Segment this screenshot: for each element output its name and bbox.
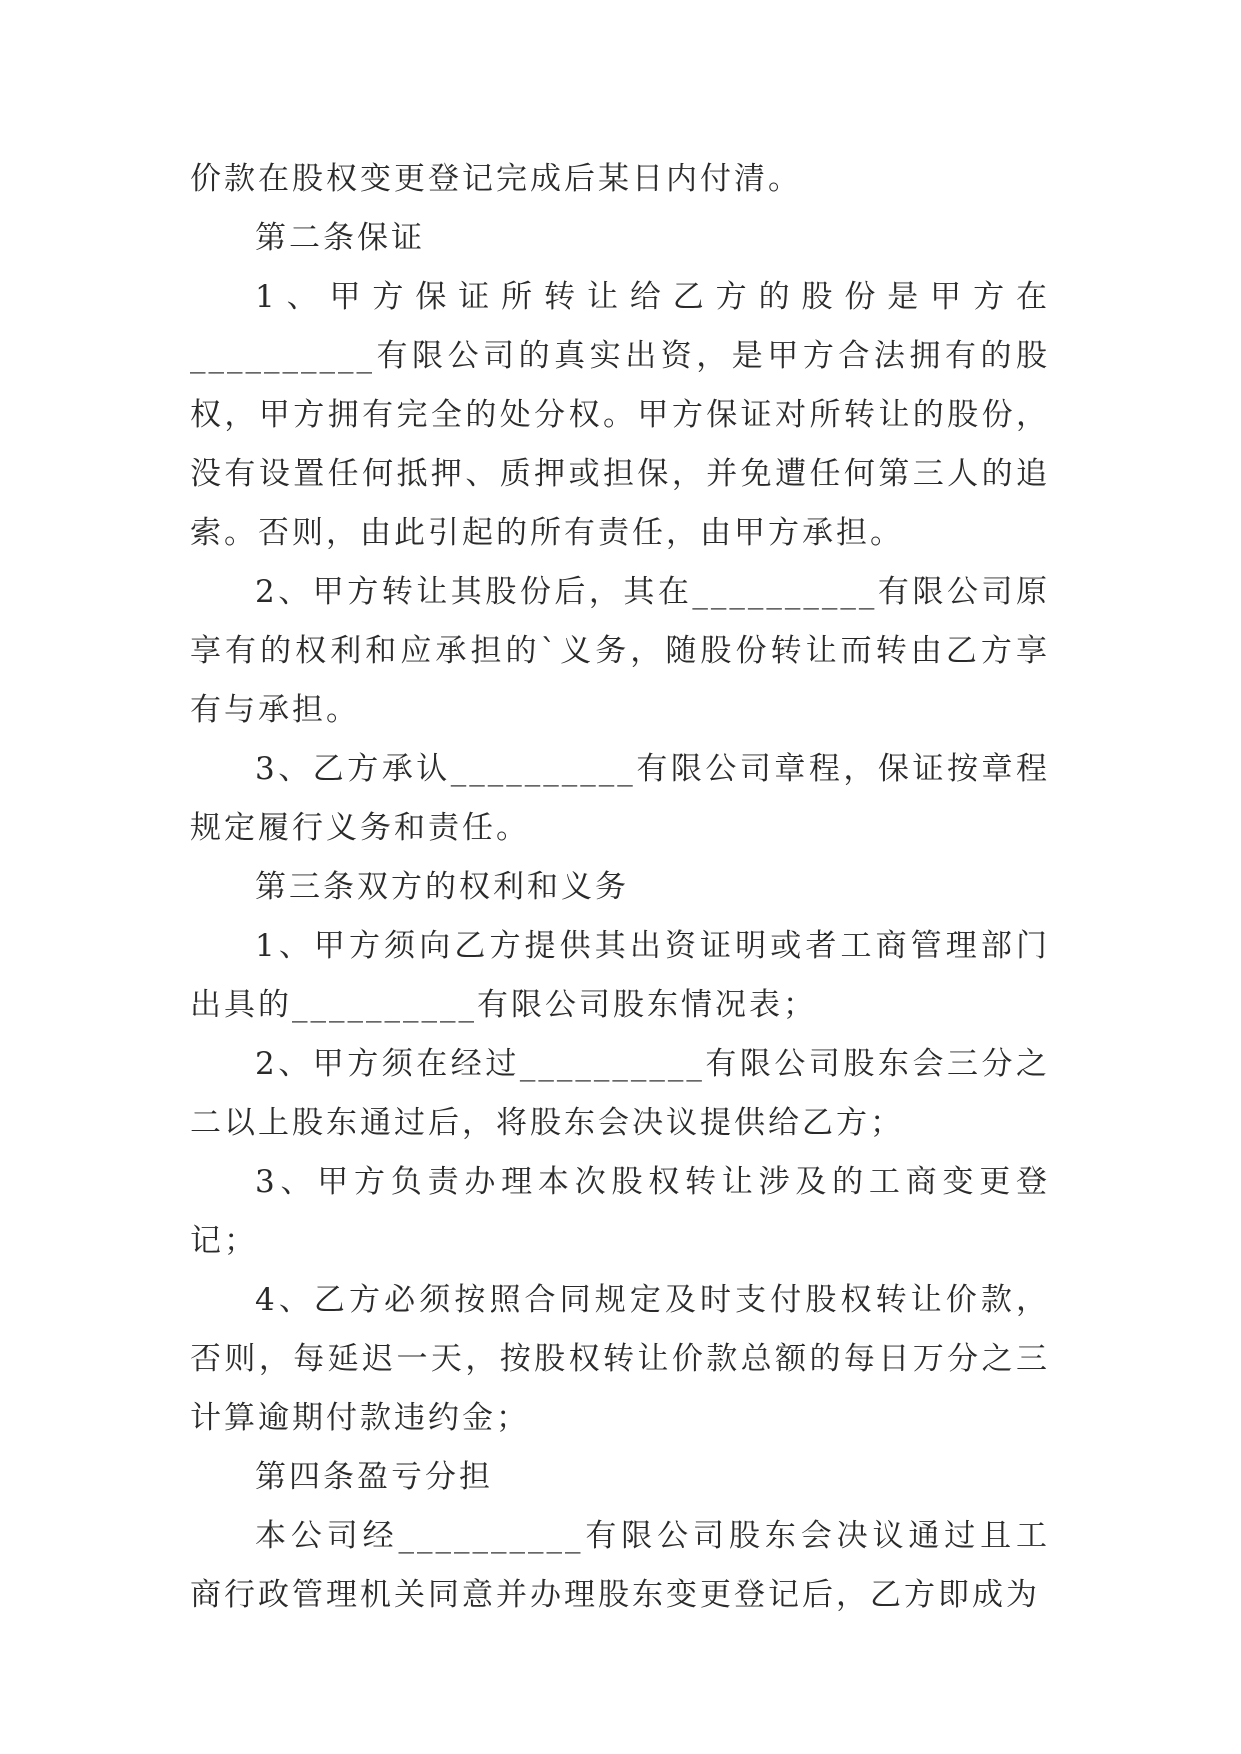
paragraph-rights-4: 4、乙方必须按照合同规定及时支付股权转让价款，否则，每延迟一天，按股权转让价款总额的每日万分之三计算逾期付款违约金； [190,1282,1050,1436]
paragraph-payment-deadline: 价款在股权变更登记完成后某日内付清。 [190,161,802,197]
paragraph-rights-3: 3、甲方负责办理本次股权转让涉及的工商变更登记； [190,1164,1050,1259]
paragraph-guarantee-3: 3、乙方承认__________有限公司章程，保证按章程规定履行义务和责任。 [190,751,1050,846]
paragraph-rights-1: 1、甲方须向乙方提供其出资证明或者工商管理部门出具的__________有限公司股东情况表； [190,928,1050,1023]
paragraph-profit-loss: 本公司经__________有限公司股东会决议通过且工商行政管理机关同意并办理股东变更登记后，乙方即成为 [190,1518,1050,1613]
paragraph-guarantee-1: 1、甲方保证所转让给乙方的股份是甲方在__________有限公司的真实出资，是甲方合法拥有的股权，甲方拥有完全的处分权。甲方保证对所转让的股份，没有设置任何抵押、质押或担保，并免遭任何第三人的追索。否则，由此引起的所有责任，由甲方承担。 [190,279,1050,551]
heading-article-4-profit-loss: 第四条盈亏分担 [255,1459,493,1495]
paragraph-guarantee-2: 2、甲方转让其股份后，其在__________有限公司原享有的权利和应承担的`义务，随股份转让而转由乙方享有与承担。 [190,574,1050,728]
heading-article-3-rights-obligations: 第三条双方的权利和义务 [255,869,629,905]
paragraph-rights-2: 2、甲方须在经过__________有限公司股东会三分之二以上股东通过后，将股东会决议提供给乙方； [190,1046,1050,1141]
heading-article-2-guarantee: 第二条保证 [255,220,425,256]
document-body [190,150,1050,1625]
